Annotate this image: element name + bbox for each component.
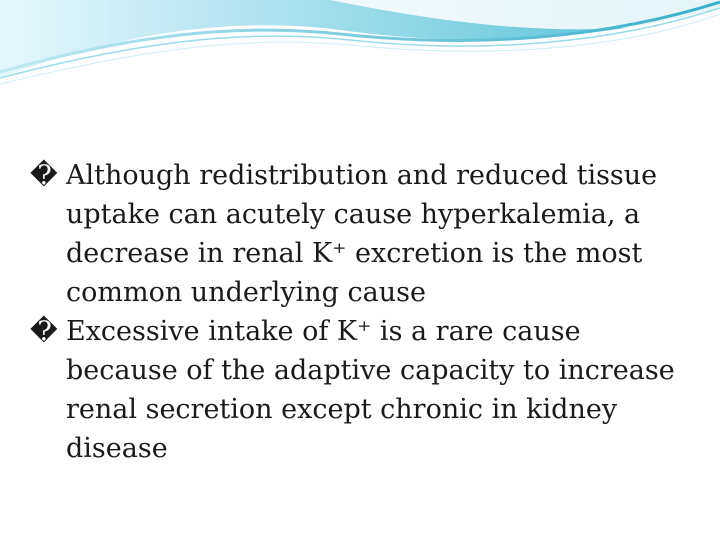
bullet-item (30, 312, 690, 468)
header-wave-decoration (0, 0, 720, 90)
bullet-text: Excessive intake of K⁺ is a rare cause because of the adaptive capacity to increase renal secretion except chronic in kidney disease (66, 316, 675, 464)
slide-body (30, 156, 690, 468)
bullet-text: Although redistribution and reduced tissue uptake can acutely cause hyperkalemia, a decrease in renal K⁺ excretion is the most common underlying cause (66, 160, 658, 308)
bullet-item (30, 156, 690, 312)
bullet-marker: � (30, 316, 58, 347)
bullet-marker: � (30, 160, 58, 191)
